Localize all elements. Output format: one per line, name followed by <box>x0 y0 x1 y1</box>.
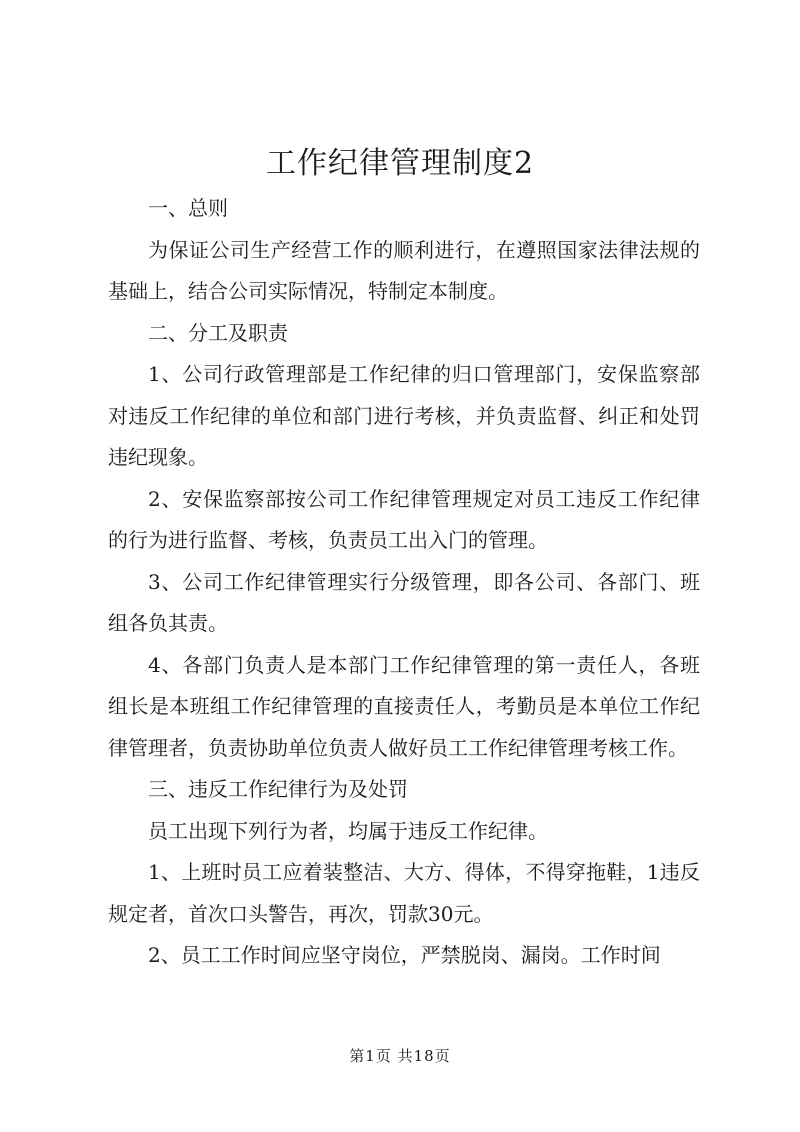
paragraph-violation-2: 2、员工工作时间应坚守岗位，严禁脱岗、漏岗。工作时间 <box>148 943 661 967</box>
document-title: 工作纪律管理制度2 <box>265 146 535 181</box>
paragraph-duty-4: 4、各部门负责人是本部门工作纪律管理的第一责任人，各班组长是本班组工作纪律管理的直接责任人，考勤员是本单位工作纪律管理者，负责协助单位负责人做好员工工作纪律管理考核工作。 <box>108 652 700 760</box>
paragraph-duty-3: 3、公司工作纪律管理实行分级管理，即各公司、各部门、班组各负其责。 <box>108 569 700 635</box>
document-body <box>108 188 700 977</box>
page-footer: 第1页 共18页 <box>349 1047 451 1065</box>
paragraph-duty-1: 1、公司行政管理部是工作纪律的归口管理部门，安保监察部对违反工作纪律的单位和部门进行考核，并负责监督、纠正和处罚违纪现象。 <box>108 362 700 469</box>
section-heading-duties: 二、分工及职责 <box>148 320 288 345</box>
paragraph-violation-1: 1、上班时员工应着装整洁、大方、得体，不得穿拖鞋，1违反规定者，首次口头警告，再次，罚款30元。 <box>108 860 700 926</box>
paragraph-purpose: 为保证公司生产经营工作的顺利进行，在遵照国家法律法规的基础上，结合公司实际情况，特制定本制度。 <box>108 237 700 303</box>
section-heading-violations: 三、违反工作纪律行为及处罚 <box>148 777 408 801</box>
section-heading-general: 一、总则 <box>148 196 228 220</box>
paragraph-violations-intro: 员工出现下列行为者，均属于违反工作纪律。 <box>148 818 548 843</box>
paragraph-duty-2: 2、安保监察部按公司工作纪律管理规定对员工违反工作纪律的行为进行监督、考核，负责员工出入门的管理。 <box>108 486 700 552</box>
